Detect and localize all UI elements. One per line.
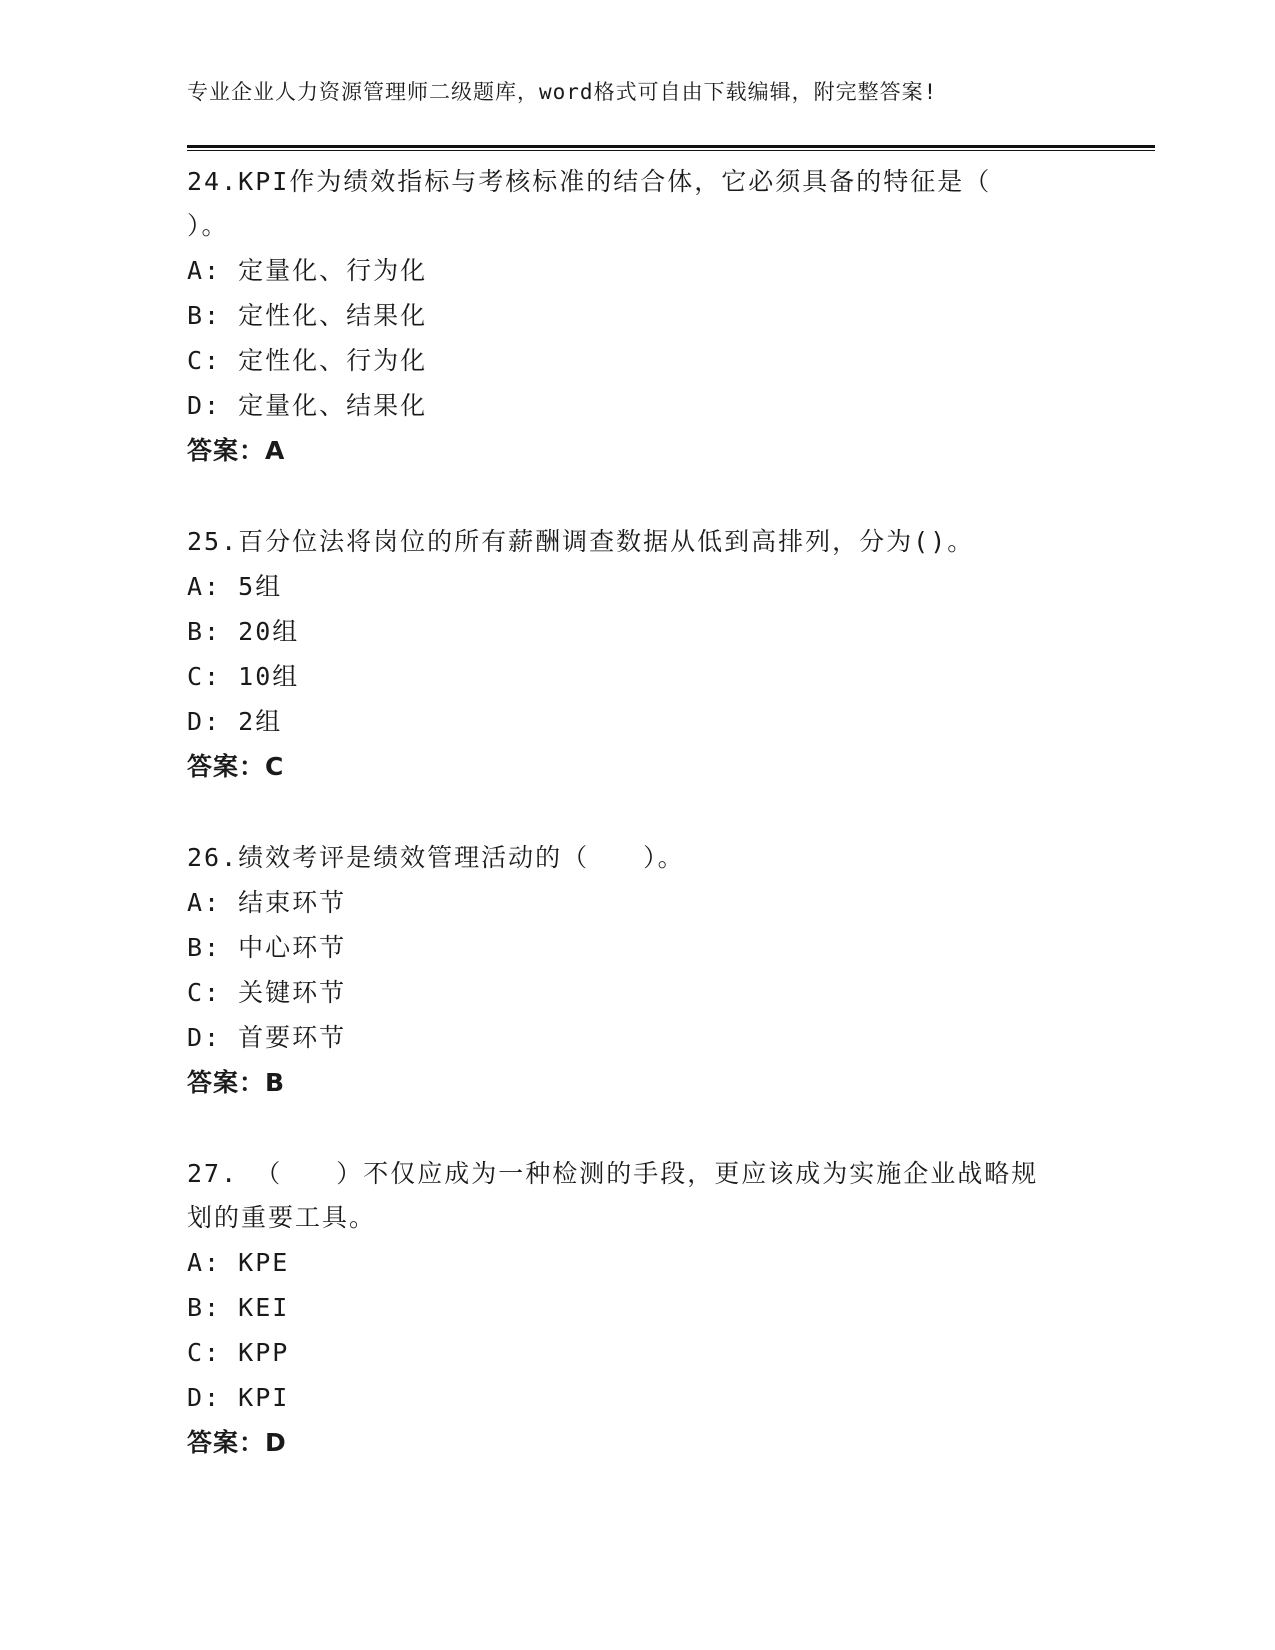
option-b: B: 20组 bbox=[187, 617, 300, 646]
option-b: B: KEI bbox=[187, 1293, 290, 1322]
question-27 bbox=[187, 1152, 1087, 1466]
option-c: C: 定性化、行为化 bbox=[187, 346, 428, 375]
question-26 bbox=[187, 836, 1087, 1106]
option-d: D: 首要环节 bbox=[187, 1023, 347, 1052]
question-list bbox=[187, 160, 1087, 1512]
question-stem: 27. （ ）不仅应成为一种检测的手段，更应该成为实施企业战略规 划的重要工具。 bbox=[187, 1159, 1039, 1232]
answer-line: 答案：D bbox=[187, 1428, 287, 1457]
question-stem: 25.百分位法将岗位的所有薪酬调查数据从低到高排列，分为()。 bbox=[187, 527, 975, 556]
page-header: 专业企业人力资源管理师二级题库，word格式可自由下载编辑，附完整答案! bbox=[187, 80, 938, 104]
option-b: B: 中心环节 bbox=[187, 933, 347, 962]
option-d: D: 定量化、结果化 bbox=[187, 391, 428, 420]
option-a: A: 定量化、行为化 bbox=[187, 256, 428, 285]
question-24 bbox=[187, 160, 1087, 474]
header-divider bbox=[187, 145, 1155, 151]
question-stem: 24.KPI作为绩效指标与考核标准的结合体，它必须具备的特征是（ ）。 bbox=[187, 167, 992, 240]
option-a: A: 5组 bbox=[187, 572, 283, 601]
question-25 bbox=[187, 520, 1087, 790]
option-c: C: 10组 bbox=[187, 662, 300, 691]
option-c: C: 关键环节 bbox=[187, 978, 347, 1007]
answer-line: 答案：A bbox=[187, 436, 286, 465]
option-a: A: KPE bbox=[187, 1248, 290, 1277]
answer-line: 答案：B bbox=[187, 1068, 286, 1097]
option-d: D: 2组 bbox=[187, 707, 283, 736]
option-c: C: KPP bbox=[187, 1338, 290, 1367]
option-a: A: 结束环节 bbox=[187, 888, 347, 917]
question-stem: 26.绩效考评是绩效管理活动的（ ）。 bbox=[187, 843, 685, 872]
answer-line: 答案：C bbox=[187, 752, 285, 781]
option-b: B: 定性化、结果化 bbox=[187, 301, 428, 330]
option-d: D: KPI bbox=[187, 1383, 290, 1412]
